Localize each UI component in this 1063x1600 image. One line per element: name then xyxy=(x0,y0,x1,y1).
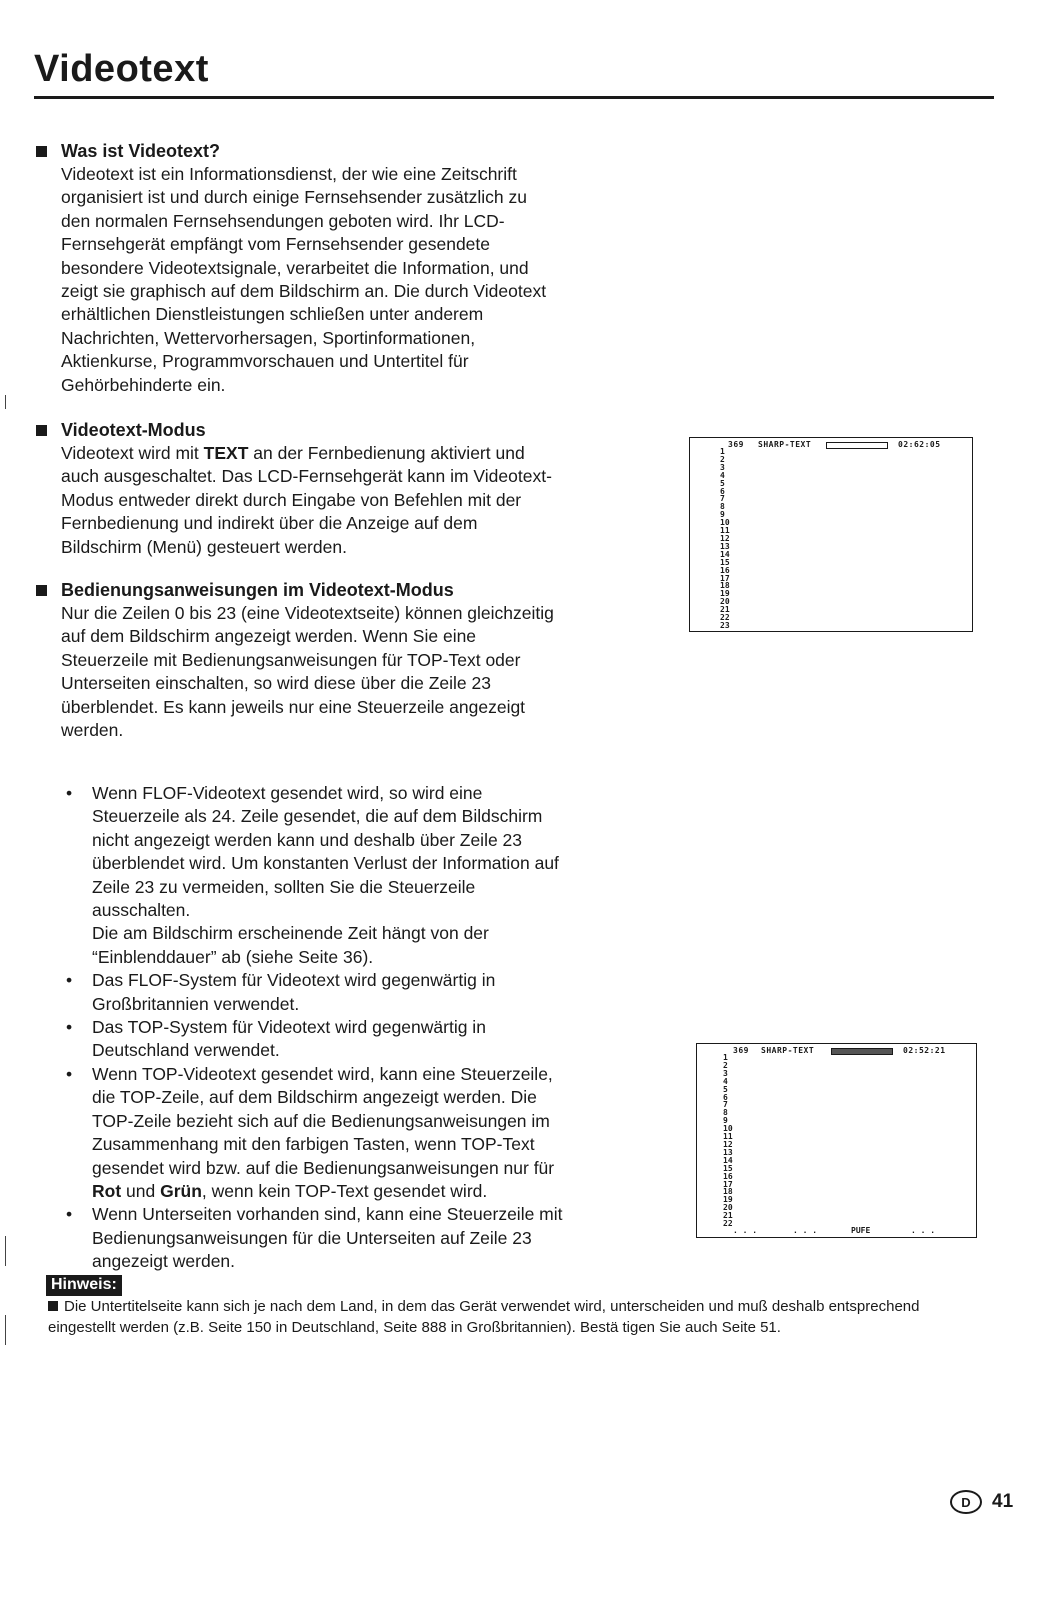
bullet-list xyxy=(60,782,640,1274)
text-line: nicht angezeigt werden kann und deshalb über Zeile 23 xyxy=(92,829,523,850)
text-line: Bildschirm (Menü) gesteuert werden. xyxy=(61,536,347,557)
text-line xyxy=(92,1180,640,1203)
text-line: organisiert ist und durch einige Fernsehsender zusätzlich zu xyxy=(61,187,527,208)
screen-status-bar xyxy=(831,1048,893,1055)
note-label: Hinweis: xyxy=(46,1275,122,1296)
screen-time: 02:52:21 xyxy=(903,1046,946,1055)
text-run: an der Fernbedienung aktiviert und xyxy=(248,443,525,463)
row-number: 22 xyxy=(723,1219,733,1229)
row-number: 17 xyxy=(723,1179,733,1189)
text-line: überblendet. Es kann jeweils nur eine Steuerzeile angezeigt xyxy=(61,696,526,717)
note-text-block xyxy=(48,1296,988,1338)
section-body xyxy=(61,442,636,559)
row-number: 22 xyxy=(720,613,730,623)
bullet-dot-icon: • xyxy=(66,970,73,991)
text-color-red: Rot xyxy=(92,1180,122,1201)
row-number: 11 xyxy=(723,1132,733,1142)
row-number: 9 xyxy=(720,510,725,520)
section-heading xyxy=(36,419,636,442)
text-line: Videotext ist ein Informationsdienst, der wie eine Zeitschrift xyxy=(61,164,517,184)
row-number: 21 xyxy=(720,605,730,615)
section-body xyxy=(61,163,636,397)
text-line: Fernsehgerät empfängt vom Fernsehsender gesendete xyxy=(61,234,491,255)
row-number: 1 xyxy=(723,1053,728,1062)
text-key-name: TEXT xyxy=(203,443,249,463)
text-line: gesendet wird bzw. auf die Bedienungsanweisungen nur für xyxy=(92,1157,555,1178)
row-number: 19 xyxy=(723,1195,733,1205)
scan-mark xyxy=(5,395,6,409)
page-footer xyxy=(950,1490,1013,1514)
section-heading-text: Was ist Videotext? xyxy=(61,141,221,161)
row-number: 5 xyxy=(723,1084,728,1094)
text-line: Das FLOF-System für Videotext wird gegenwärtig in xyxy=(92,970,496,991)
row-number: 18 xyxy=(723,1187,733,1197)
row-number: 3 xyxy=(720,462,725,472)
text-line: besondere Videotextsignale, verarbeitet die Information, und xyxy=(61,257,529,278)
text-line: auf dem Bildschirm angezeigt werden. Wenn Sie eine xyxy=(61,626,477,647)
text-line: Fernbedienung und indirekt über die Anzeige auf dem xyxy=(61,513,478,534)
row-number: 8 xyxy=(720,502,725,512)
text-line: werden. xyxy=(61,720,124,741)
row-number: 14 xyxy=(720,549,730,559)
teletext-screen-illustration xyxy=(696,1043,977,1238)
row-number: 11 xyxy=(720,526,730,536)
text-line: Wenn FLOF-Videotext gesendet wird, so wird eine xyxy=(92,783,483,803)
section-heading-text: Bedienungsanweisungen im Videotext-Modus xyxy=(61,580,454,600)
page-title: Videotext xyxy=(34,48,209,90)
row-number: 8 xyxy=(723,1108,728,1118)
row-number: 19 xyxy=(720,589,730,599)
row-number: 4 xyxy=(720,470,725,480)
screen-page-number: 369 xyxy=(733,1046,749,1055)
row-number: 12 xyxy=(723,1139,733,1149)
row-number: 18 xyxy=(720,581,730,591)
screen-row-numbers xyxy=(723,1054,733,1228)
bullet-dot-icon: • xyxy=(66,1063,73,1084)
text-run: und xyxy=(121,1180,161,1201)
row-number: 20 xyxy=(720,597,730,607)
screen-status-bar xyxy=(826,442,888,449)
list-item xyxy=(60,1016,640,1063)
text-line: Unterseiten einschalten, so wird diese über die Zeile 23 xyxy=(61,673,491,694)
text-line xyxy=(61,442,636,465)
row-number: 20 xyxy=(723,1203,733,1213)
screen-footer-item: . . . xyxy=(793,1226,818,1235)
text-color-green: Grün xyxy=(160,1180,202,1201)
section-heading xyxy=(36,579,636,602)
text-line: Wenn TOP-Videotext gesendet wird, kann eine Steuerzeile, xyxy=(92,1063,553,1084)
text-line: zeigt sie graphisch auf dem Bildschirm an. Die durch Videotext xyxy=(61,281,547,302)
section-heading-text: Videotext-Modus xyxy=(61,420,206,440)
screen-footer-item: . . . xyxy=(733,1226,758,1235)
section-videotext-modus xyxy=(36,419,636,559)
row-number: 15 xyxy=(723,1163,733,1173)
row-number: 21 xyxy=(723,1211,733,1221)
text-line: TOP-Zeile bezieht sich auf die Bedienungsanweisungen im xyxy=(92,1110,550,1131)
text-line: auch ausgeschaltet. Das LCD-Fernsehgerät kann im Videotext- xyxy=(61,466,552,487)
scan-mark xyxy=(5,1236,6,1266)
text-line: Zusammenhang mit den farbigen Tasten, wenn TOP-Text xyxy=(92,1134,535,1155)
text-line: Nur die Zeilen 0 bis 23 (eine Videotextseite) können gleichzeitig xyxy=(61,603,554,623)
screen-label: SHARP-TEXT xyxy=(758,440,812,449)
row-number: 17 xyxy=(720,573,730,583)
section-was-ist-videotext xyxy=(36,140,636,397)
text-line: Deutschland verwendet. xyxy=(92,1040,280,1061)
row-number: 6 xyxy=(720,486,725,496)
text-line: Gehörbehinderte ein. xyxy=(61,374,226,395)
text-line: angezeigt werden. xyxy=(92,1251,236,1272)
text-line: Wenn Unterseiten vorhanden sind, kann eine Steuerzeile mit xyxy=(92,1204,563,1225)
square-bullet-icon xyxy=(36,425,47,436)
bullet-dot-icon: • xyxy=(66,783,73,803)
row-number: 6 xyxy=(723,1092,728,1102)
text-line: Steuerzeile mit Bedienungsanweisungen für TOP-Text oder xyxy=(61,649,521,670)
row-number: 13 xyxy=(720,541,730,551)
page-number: 41 xyxy=(992,1491,1014,1512)
text-line: erhältlichen Dienstleistungen schließen unter anderem xyxy=(61,304,484,325)
row-number: 16 xyxy=(720,565,730,575)
section-heading xyxy=(36,140,636,163)
text-line: ausschalten. xyxy=(92,900,191,921)
row-number: 15 xyxy=(720,557,730,567)
square-bullet-icon xyxy=(36,585,47,596)
square-bullet-icon xyxy=(48,1301,58,1311)
row-number: 2 xyxy=(720,454,725,464)
section-body xyxy=(61,602,636,742)
screen-page-number: 369 xyxy=(728,440,744,449)
text-run: , wenn kein TOP-Text gesendet wird. xyxy=(201,1180,488,1201)
row-number: 13 xyxy=(723,1147,733,1157)
text-line: Modus entweder direkt durch Eingabe von Befehlen mit der xyxy=(61,489,522,510)
text-line: den normalen Fernsehsendungen geboten wird. Ihr LCD- xyxy=(61,210,505,231)
screen-row-numbers xyxy=(720,448,730,630)
scan-mark xyxy=(5,1315,6,1345)
title-rule xyxy=(34,96,994,99)
teletext-screen-illustration xyxy=(689,437,973,632)
row-number: 2 xyxy=(723,1060,728,1070)
list-item xyxy=(60,969,640,1016)
row-number: 7 xyxy=(723,1100,728,1110)
list-item xyxy=(60,782,640,969)
text-line: Steuerzeile als 24. Zeile gesendet, die auf dem Bildschirm xyxy=(92,806,543,827)
text-line: überblendet wird. Um konstanten Verlust der Information auf xyxy=(92,853,559,874)
row-number: 3 xyxy=(723,1068,728,1078)
screen-time: 02:62:05 xyxy=(898,440,941,449)
text-line: Die am Bildschirm erscheinende Zeit hängt von der xyxy=(92,923,489,944)
text-line: Aktienkurse, Programmvorschauen und Untertitel für xyxy=(61,351,469,372)
text-line: die TOP-Zeile, auf dem Bildschirm angezeigt werden. Die xyxy=(92,1087,537,1108)
row-number: 7 xyxy=(720,494,725,504)
row-number: 1 xyxy=(720,447,725,456)
text-run: Videotext wird mit xyxy=(61,443,204,463)
text-line: “Einblenddauer” ab (siehe Seite 36). xyxy=(92,946,374,967)
square-bullet-icon xyxy=(36,146,47,157)
list-item xyxy=(60,1063,640,1203)
screen-footer-item: PUFE xyxy=(851,1226,871,1235)
row-number: 10 xyxy=(720,518,730,528)
list-item xyxy=(60,1203,640,1273)
row-number: 12 xyxy=(720,533,730,543)
screen-footer-item: . . . xyxy=(911,1226,936,1235)
row-number: 9 xyxy=(723,1116,728,1126)
row-number: 5 xyxy=(720,478,725,488)
row-number: 23 xyxy=(720,620,730,630)
screen-label: SHARP-TEXT xyxy=(761,1046,815,1055)
text-line: Zeile 23 zu vermeiden, sollten Sie die Steuerzeile xyxy=(92,876,476,897)
section-bedienungsanweisungen xyxy=(36,579,636,742)
language-badge-icon: D xyxy=(950,1490,982,1514)
row-number: 10 xyxy=(723,1124,733,1134)
bullet-dot-icon: • xyxy=(66,1017,73,1038)
text-line: Bedienungsanweisungen für die Unterseiten auf Zeile 23 xyxy=(92,1227,532,1248)
bullet-dot-icon: • xyxy=(66,1204,73,1225)
note-text: Die Untertitelseite kann sich je nach dem Land, in dem das Gerät verwendet wird, unterscheiden und muß deshalb entsprechend eingestellt werden (z.B. Seite 150 in Deutschland, Seite 888 in Großbritannien). Bestä tigen Sie auch Seite 51. xyxy=(48,1298,920,1336)
row-number: 16 xyxy=(723,1171,733,1181)
text-line: Das TOP-System für Videotext wird gegenwärtig in xyxy=(92,1017,486,1038)
text-line: Großbritannien verwendet. xyxy=(92,993,300,1014)
row-number: 4 xyxy=(723,1076,728,1086)
text-line: Nachrichten, Wettervorhersagen, Sportinformationen, xyxy=(61,327,476,348)
row-number: 14 xyxy=(723,1155,733,1165)
